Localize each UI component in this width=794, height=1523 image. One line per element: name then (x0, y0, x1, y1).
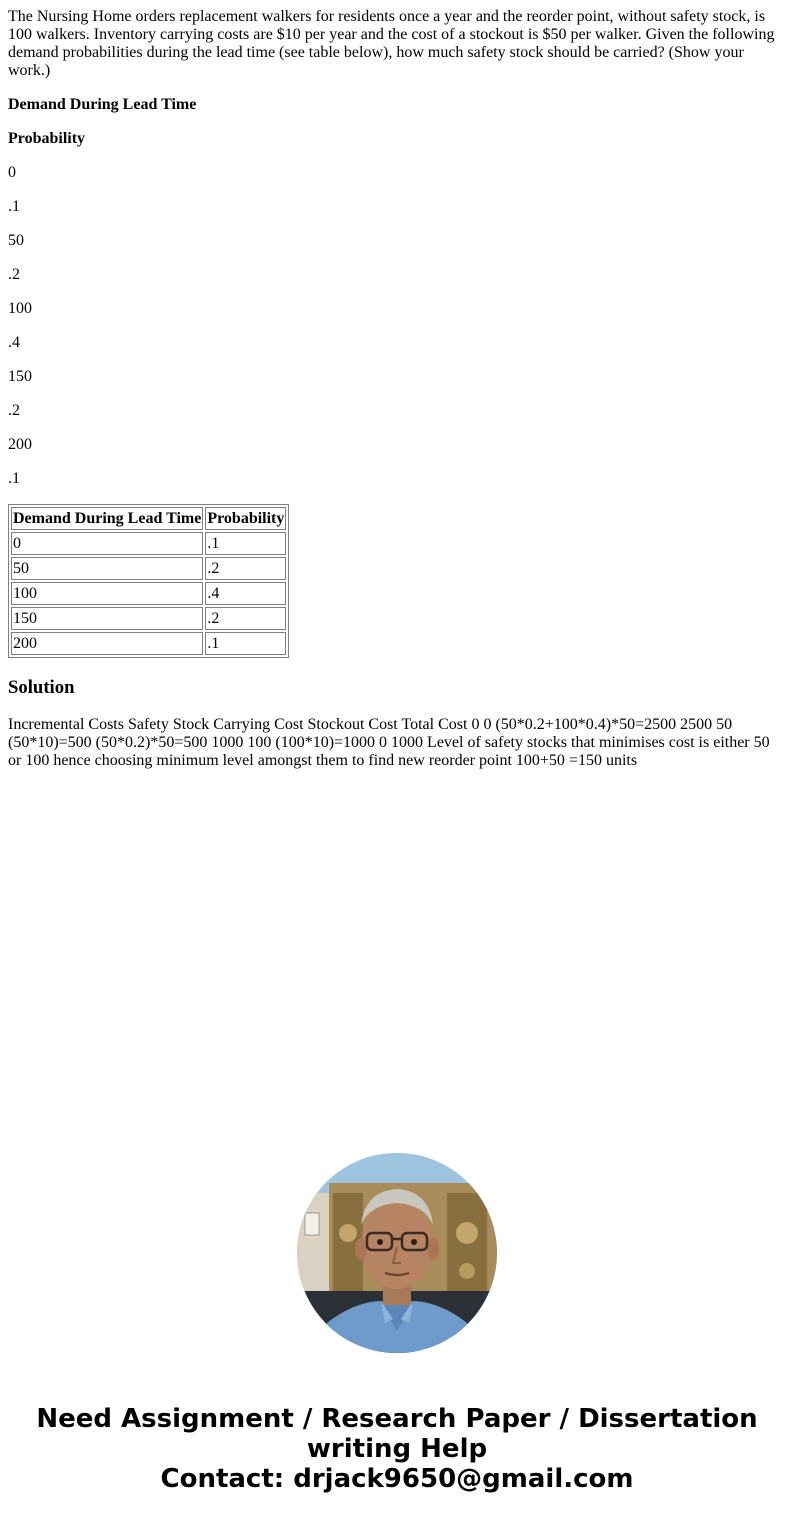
footer-promo (0, 1404, 794, 1494)
table-row (11, 632, 286, 655)
table-cell: .2 (205, 607, 286, 630)
question-text: The Nursing Home orders replacement walkers for residents once a year and the reorder point, without safety stock, is 100 walkers. Inventory carrying costs are $10 per year and the cost of a stockout is $50 per walker. Given the following demand probabilities during the lead time (see table below), how much safety stock should be carried? (Show your work.) (8, 8, 775, 79)
footer-line: Need Assignment / Research Paper / Dissertation (36, 1404, 758, 1434)
table-header-row (11, 507, 286, 530)
author-avatar (297, 1153, 497, 1353)
loose-value: .4 (8, 334, 20, 351)
table-row (11, 532, 286, 555)
table-cell: .1 (205, 632, 286, 655)
loose-value: 200 (8, 436, 32, 453)
loose-value: .1 (8, 198, 20, 215)
table-row (11, 607, 286, 630)
loose-value: 50 (8, 232, 24, 249)
table-cell: 200 (11, 632, 203, 655)
footer-contact: Contact: drjack9650@gmail.com (160, 1464, 634, 1494)
table-cell: .4 (205, 582, 286, 605)
table-cell: .2 (205, 557, 286, 580)
table-cell: 50 (11, 557, 203, 580)
loose-value: .1 (8, 470, 20, 487)
table-header-cell: Demand During Lead Time (11, 507, 203, 530)
table-row (11, 582, 286, 605)
loose-value: 0 (8, 164, 16, 181)
demand-heading: Demand During Lead Time (8, 96, 197, 113)
author-photo (297, 1153, 497, 1353)
table-cell: 0 (11, 532, 203, 555)
loose-value: 150 (8, 368, 32, 385)
demand-probability-table (8, 504, 289, 658)
solution-heading: Solution (8, 677, 75, 698)
table-cell: 150 (11, 607, 203, 630)
document-body (8, 0, 786, 770)
table-row (11, 557, 286, 580)
loose-value: .2 (8, 266, 20, 283)
table-cell: .1 (205, 532, 286, 555)
table-cell: 100 (11, 582, 203, 605)
table-header-cell: Probability (205, 507, 286, 530)
loose-value: 100 (8, 300, 32, 317)
footer-line: writing Help (306, 1434, 488, 1464)
loose-value: .2 (8, 402, 20, 419)
probability-heading: Probability (8, 130, 86, 147)
solution-text: Incremental Costs Safety Stock Carrying Cost Stockout Cost Total Cost 0 0 (50*0.2+100*0.4)*50=2500 2500 50 (50*10)=500 (50*0.2)*50=500 1000 100 (100*10)=1000 0 1000 Level of safety stocks that minimises cost is either 50 or 100 hence choosing minimum level amongst them to find new reorder point 100+50 =150 units (8, 716, 770, 769)
